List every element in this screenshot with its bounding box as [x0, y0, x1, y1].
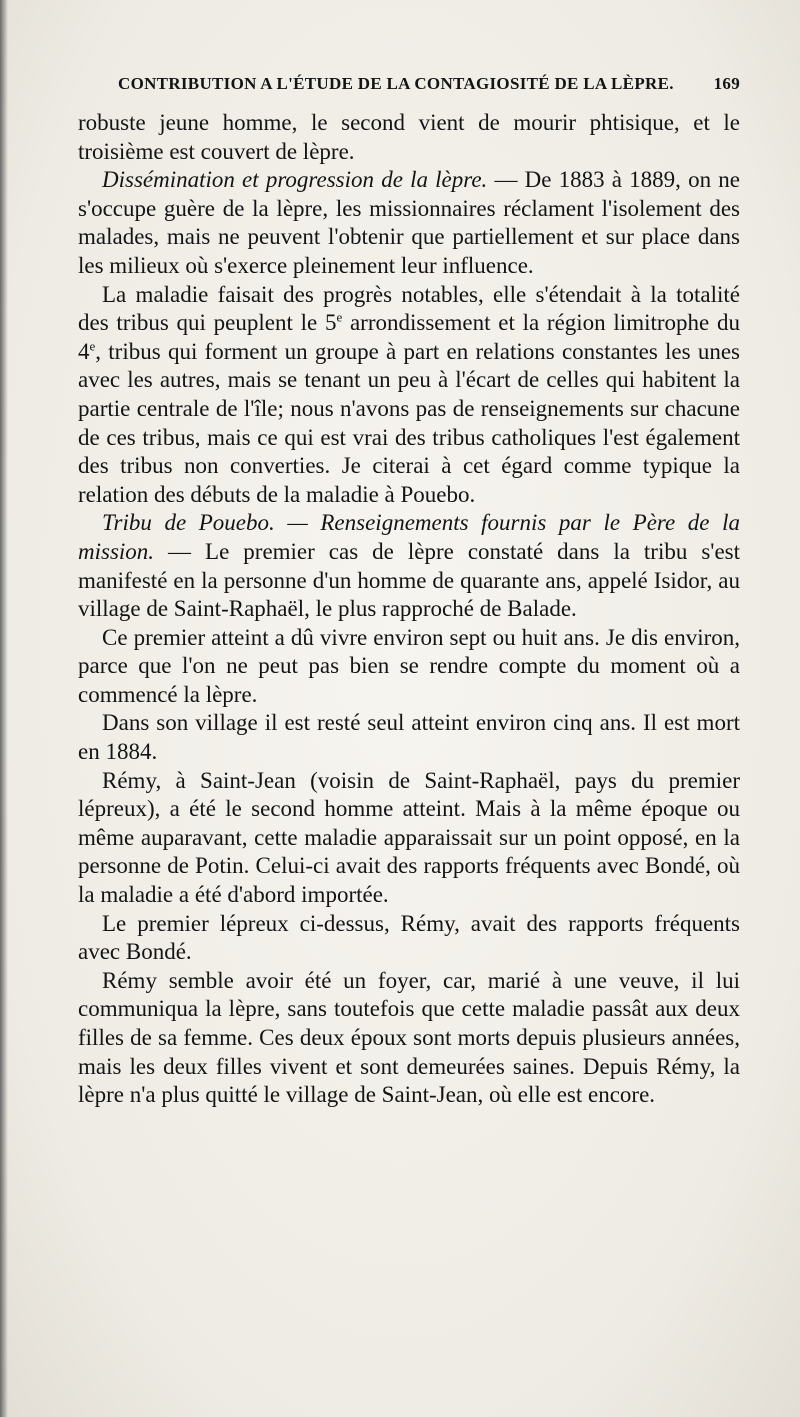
section-heading: Dissémination et progression de la lèpre.: [102, 167, 488, 193]
paragraph: [78, 910, 740, 967]
running-header: [78, 74, 740, 104]
paragraph-text: Ce premier atteint a dû vivre environ sept ou huit ans. Je dis environ, parce que l'on ne peut pas bien se rendre compte du moment où a commencé la lèpre.: [78, 624, 740, 707]
paragraph: [78, 624, 740, 710]
paragraph: [78, 281, 740, 510]
paragraph: [78, 166, 740, 280]
body-text: [78, 109, 740, 1110]
page-number: 169: [713, 74, 740, 93]
paragraph-text: arrondissement et la région limitrophe du 4: [78, 310, 740, 364]
paragraph-text: — Le premier cas de lèpre constaté dans la tribu s'est manifesté en la personne d'un homme de quarante ans, appelé Isidor, au village de Saint-Raphaël, le plus rapproché de Balade.: [78, 538, 740, 622]
running-title: CONTRIBUTION A L'ÉTUDE DE LA CONTAGIOSITÉ DE LA LÈPRE.: [118, 74, 674, 93]
paragraph-text: , tribus qui forment un groupe à part en relations constantes les unes avec les autres, mais se tenant un peu à l'écart de celles qui habitent la partie centrale de l'île; nous n'avons pas de renseignements sur chacune de ces tribus, mais ce qui est vrai des tribus catholiques l'est également des tribus non converties. Je citerai à cet égard comme typique la relation des débuts de la maladie à Pouebo.: [78, 338, 740, 507]
paragraph: [78, 109, 740, 166]
paragraph-text: Le premier lépreux ci-dessus, Rémy, avait des rapports fréquents avec Bondé.: [78, 910, 740, 965]
paragraph: [78, 709, 740, 766]
paragraph-text: La maladie faisait des progrès notables, elle s'étendait à la totalité des tribus qui peuplent le 5: [78, 281, 740, 336]
paragraph-text: Rémy semble avoir été un foyer, car, marié à une veuve, il lui communiqua la lèpre, sans toutefois que cette maladie passât aux deux filles de sa femme. Ces deux époux sont morts depuis plusieurs années, mais les deux filles vivent et sont demeurées saines. Depuis Rémy, la lèpre n'a plus quitté le village de Saint-Jean, où elle est encore.: [78, 967, 740, 1108]
paragraph-text: Rémy, à Saint-Jean (voisin de Saint-Raphaël, pays du premier lépreux), a été le second homme atteint. Mais à la même époque ou même auparavant, cette maladie apparaissait sur un point opposé, en la personne de Potin. Celui-ci avait des rapports fréquents avec Bondé, où la maladie a été d'abord importée.: [78, 767, 740, 908]
paragraph: [78, 967, 740, 1110]
page-gutter-shadow: [0, 0, 8, 1417]
paragraph-text: robuste jeune homme, le second vient de mourir phtisique, et le troisième est couvert de lèpre.: [78, 110, 740, 164]
paragraph-text: — De 1883 à 1889, on ne s'occupe guère de la lèpre, les missionnaires réclament l'isolement des malades, mais ne peuvent l'obtenir que partiellement et sur place dans les milieux où s'exerce pleinement leur influence.: [78, 167, 740, 278]
paragraph: [78, 509, 740, 623]
paragraph: [78, 767, 740, 910]
superscript: e: [336, 309, 343, 325]
paragraph-text: Dans son village il est resté seul atteint environ cinq ans. Il est mort en 1884.: [78, 710, 740, 765]
section-heading: Tribu de Pouebo. — Renseignements fournis par le Père de la mission.: [78, 510, 740, 564]
superscript: e: [89, 338, 96, 354]
